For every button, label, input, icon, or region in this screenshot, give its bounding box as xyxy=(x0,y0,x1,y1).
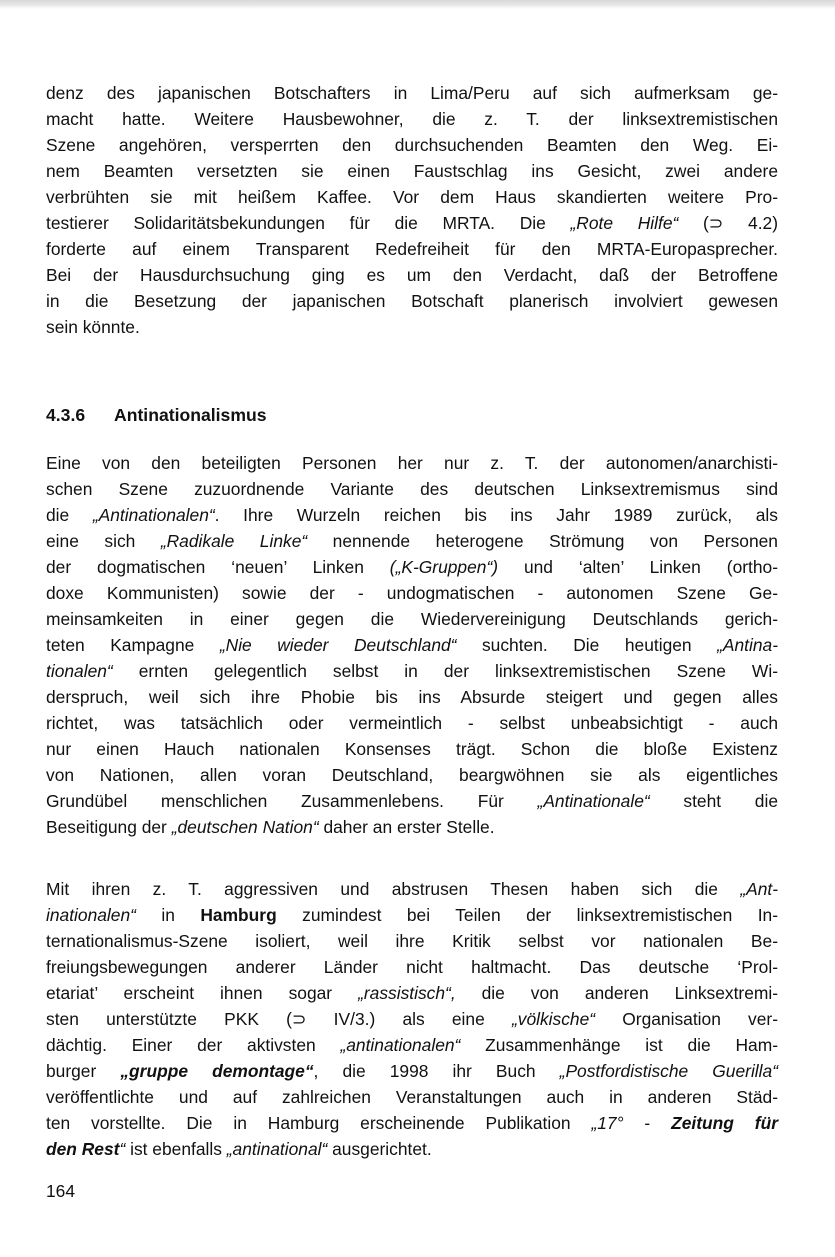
text-line: Bei der Hausdurchsuchung ging es um den Verdacht, daß der Betroffene xyxy=(46,265,778,285)
text-line: Eine von den beteiligten Personen her nur z. T. der autonomen/anarchisti- xyxy=(46,453,778,473)
text-line: meinsamkeiten in einer gegen die Wiedervereinigung Deutschlands gerich- xyxy=(46,609,778,629)
paragraph-1 xyxy=(46,80,778,340)
text-line: richtet, was tatsächlich oder vermeintlich - selbst unbeabsichtigt - auch xyxy=(46,713,778,733)
section-number: 4.3.6 xyxy=(46,405,86,425)
page-number: 164 xyxy=(46,1181,76,1201)
text-line: verbrühten sie mit heißem Kaffee. Vor dem Haus skandierten weitere Pro- xyxy=(46,187,778,207)
text-line: teten Kampagne „Nie wieder Deutschland“ suchten. Die heutigen „Antina- xyxy=(46,635,779,655)
text-line: ten vorstellte. Die in Hamburg erscheinende Publikation „17° - Zeitung für xyxy=(46,1113,778,1133)
text-line: denz des japanischen Botschafters in Lima/Peru auf sich aufmerksam ge- xyxy=(46,83,778,103)
text-line: schen Szene zuzuordnende Variante des deutschen Linksextremismus sind xyxy=(46,479,778,499)
text-line: eine sich „Radikale Linke“ nennende heterogene Strömung von Personen xyxy=(46,531,778,551)
text-line: nem Beamten versetzten sie einen Faustschlag ins Gesicht, zwei andere xyxy=(46,161,778,181)
text-line: von Nationen, allen voran Deutschland, beargwöhnen sie als eigentliches xyxy=(46,765,778,785)
page-top-edge xyxy=(0,0,835,9)
rote-hilfe-italic: „Rote Hilfe“ xyxy=(570,213,679,233)
section-heading xyxy=(46,402,778,428)
text-line: forderte auf einem Transparent Redefreiheit für den MRTA-Europasprecher. xyxy=(46,239,778,259)
text-line: nur einen Hauch nationalen Konsenses trägt. Schon die bloße Existenz xyxy=(46,739,778,759)
hamburg-bold: Hamburg xyxy=(200,905,277,925)
text-line: inationalen“ in Hamburg zumindest bei Teilen der linksextremistischen In- xyxy=(46,905,779,925)
text-line: Szene angehören, versperrten den durchsuchenden Beamten den Weg. Ei- xyxy=(46,135,778,155)
text-line: macht hatte. Weitere Hausbewohner, die z. T. der linksextremistischen xyxy=(46,109,778,129)
gruppe-demontage: „gruppe demontage“ xyxy=(120,1061,314,1081)
paragraph-2 xyxy=(46,450,778,840)
text-line: burger „gruppe demontage“, die 1998 ihr Buch „Postfordistische Guerilla“ xyxy=(46,1061,779,1081)
text-line: veröffentlichte und auf zahlreichen Veranstaltungen auch in anderen Städ- xyxy=(46,1087,778,1107)
text-line: derspruch, weil sich ihre Phobie bis ins Absurde steigert und gegen alles xyxy=(46,687,778,707)
text-line: Beseitigung der „deutschen Nation“ daher an erster Stelle. xyxy=(46,817,495,837)
text-line: sein könnte. xyxy=(46,317,140,337)
text-line: in die Besetzung der japanischen Botschaft planerisch involviert gewesen xyxy=(46,291,778,311)
text-line: ternationalismus-Szene isoliert, weil ihre Kritik selbst vor nationalen Be- xyxy=(46,931,778,951)
section-title: Antinationalismus xyxy=(114,405,267,425)
text-line: tionalen“ ernten gelegentlich selbst in der linksextremistischen Szene Wi- xyxy=(46,661,778,681)
text-line: der dogmatischen ‘neuen’ Linken („K-Gruppen“) und ‘alten’ Linken (ortho- xyxy=(46,557,778,577)
text-line: sten unterstützte PKK (⊃ IV/3.) als eine „völkische“ Organisation ver- xyxy=(46,1009,779,1029)
text-line: etariat’ erscheint ihnen sogar „rassistisch“, die von anderen Linksextremi- xyxy=(46,983,779,1003)
text-line: freiungsbewegungen anderer Länder nicht haltmacht. Das deutsche ‘Prol- xyxy=(46,957,778,977)
paragraph-3 xyxy=(46,876,778,1162)
text-line: dächtig. Einer der aktivsten „antinationalen“ Zusammenhänge ist die Ham- xyxy=(46,1035,778,1055)
text-line: doxe Kommunisten) sowie der - undogmatischen - autonomen Szene Ge- xyxy=(46,583,778,603)
text-line: Grundübel menschlichen Zusammenlebens. Für „Antinationale“ steht die xyxy=(46,791,779,811)
text-line: testierer Solidaritätsbekundungen für die MRTA. Die „Rote Hilfe“ (⊃ 4.2) xyxy=(46,213,778,233)
text-line: Mit ihren z. T. aggressiven und abstrusen Thesen haben sich die „Ant- xyxy=(46,879,778,899)
text-line: den Rest“ ist ebenfalls „antinational“ ausgerichtet. xyxy=(46,1139,432,1159)
text-line: die „Antinationalen“. Ihre Wurzeln reichen bis ins Jahr 1989 zurück, als xyxy=(46,505,778,525)
